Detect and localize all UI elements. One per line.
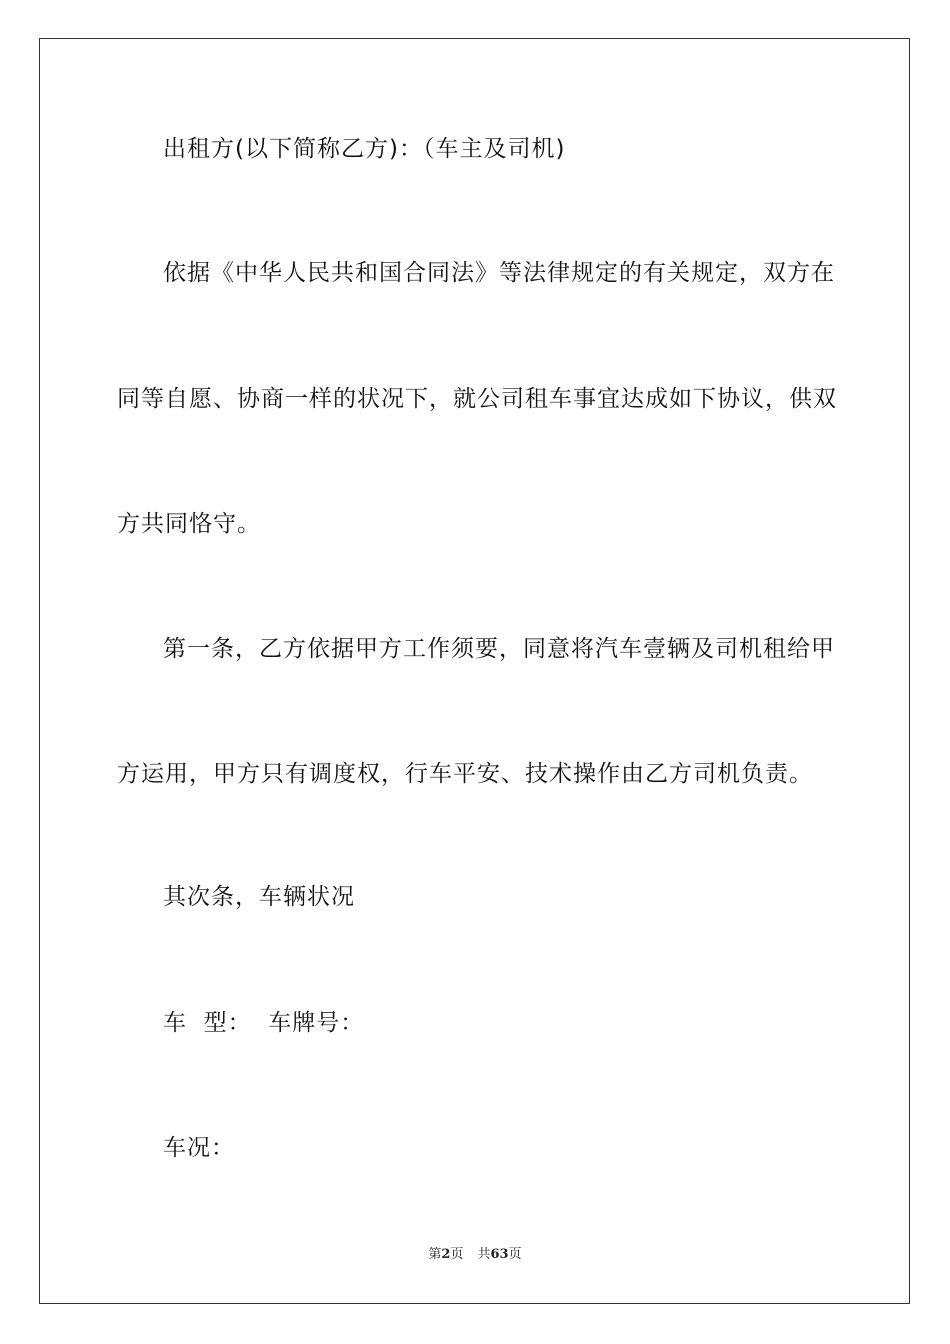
footer-page-suffix: 页 [450,1247,464,1262]
article-two-heading: 其次条，车辆状况 [163,884,355,910]
vehicle-condition-line: 车况： [163,1135,235,1161]
paragraph-basis-line-3: 方共同恪守。 [117,511,261,537]
footer-total-pages: 63 [490,1247,509,1262]
vehicle-model-plate-line: 车 型： 车牌号： [163,1010,365,1036]
footer-total-suffix: 页 [508,1247,522,1262]
paragraph-basis-line-2: 同等自愿、协商一样的状况下，就公司租车事宜达成如下协议，供双 [117,386,837,412]
article-one-line-1: 第一条，乙方依据甲方工作须要，同意将汽车壹辆及司机租给甲 [163,636,835,662]
footer-page-prefix: 第 [428,1247,442,1262]
article-one-line-2: 方运用，甲方只有调度权，行车平安、技术操作由乙方司机负责。 [117,761,813,787]
page-border [39,38,910,1304]
paragraph-lessor: 出租方(以下简称乙方)：（车主及司机) [163,136,566,162]
footer-total-prefix: 共 [477,1247,491,1262]
paragraph-basis-line-1: 依据《中华人民共和国合同法》等法律规定的有关规定，双方在 [163,260,835,286]
footer-page-number: 2 [441,1247,451,1262]
page-footer [0,1246,950,1264]
